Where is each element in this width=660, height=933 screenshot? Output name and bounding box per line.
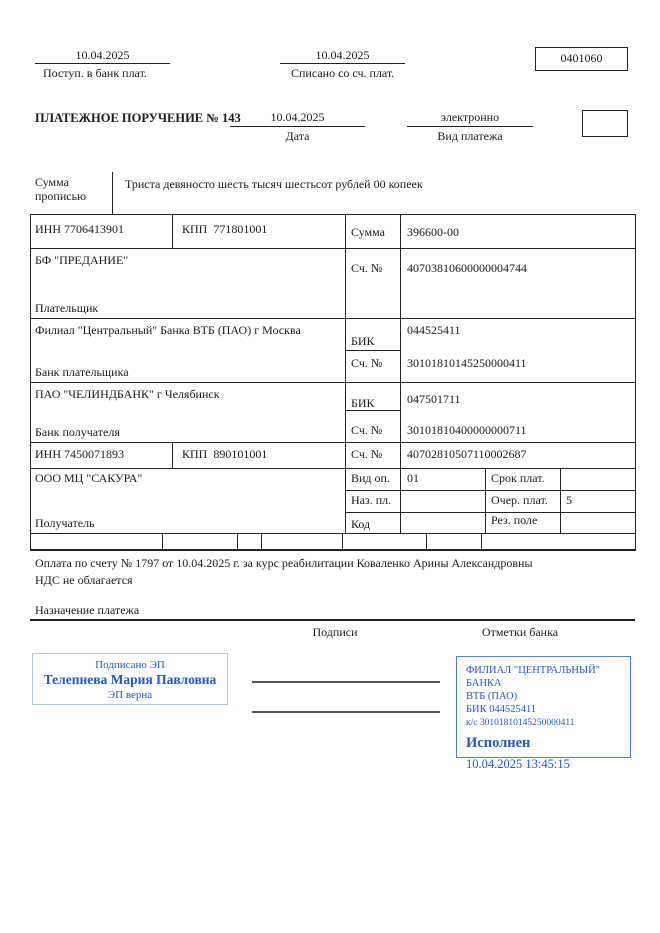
payee-inn: ИНН 7450071893 xyxy=(35,447,124,461)
v-rule xyxy=(481,533,482,550)
document-date: 10.04.2025 xyxy=(270,110,325,124)
bank-marks-label: Отметки банка xyxy=(481,625,559,639)
payee-bank-account-label: Сч. № xyxy=(351,423,383,437)
h-rule xyxy=(30,468,635,469)
h-rule xyxy=(407,126,533,127)
payee-account: 40702810507110002687 xyxy=(407,447,527,461)
amount-words-label: Сумма прописью xyxy=(35,175,87,203)
h-rule xyxy=(230,126,365,127)
debited-date: 10.04.2025 xyxy=(315,48,370,62)
h-rule xyxy=(345,350,400,351)
h-rule xyxy=(345,512,635,513)
date-label: Дата xyxy=(285,129,310,143)
op-kind-value: 01 xyxy=(407,471,419,485)
payee-account-label: Сч. № xyxy=(351,447,383,461)
purpose-line1: Оплата по счету № 1797 от 10.04.2025 г. за курс реабилитации Коваленко Арины Александровны xyxy=(35,556,533,570)
h-rule xyxy=(30,382,635,383)
payer-bank-name: Филиал "Центральный" Банка ВТБ (ПАО) г Москва xyxy=(35,323,301,337)
priority-label: Очер. плат. xyxy=(491,493,548,507)
h-rule xyxy=(30,318,635,319)
h-rule xyxy=(30,442,635,443)
v-rule xyxy=(172,214,173,248)
payer-inn: ИНН 7706413901 xyxy=(35,222,124,236)
v-rule xyxy=(635,214,636,551)
purpose-line2: НДС не облагается xyxy=(35,573,133,587)
payee-label: Получатель xyxy=(35,516,95,530)
payment-kind-value: электронно xyxy=(440,110,500,124)
payee-bank-label: Банк получателя xyxy=(35,425,120,439)
bank-stamp-bik: БИК 044525411 xyxy=(466,704,537,716)
payer-kpp: КПП 771801001 xyxy=(182,222,268,236)
op-kind-label: Вид оп. xyxy=(351,471,390,485)
h-rule xyxy=(30,533,635,534)
v-rule xyxy=(162,533,163,550)
due-label: Срок плат. xyxy=(491,471,545,485)
signature-line xyxy=(252,711,440,713)
v-rule xyxy=(237,533,238,550)
priority-value: 5 xyxy=(566,493,572,507)
v-rule xyxy=(261,533,262,550)
payer-bank-bik-label: БИК xyxy=(351,334,375,348)
signature-line xyxy=(252,681,440,683)
payee-name: ООО МЦ "САКУРА" xyxy=(35,471,143,485)
status-code-box xyxy=(582,110,628,137)
v-rule xyxy=(485,468,486,533)
h-rule xyxy=(35,63,170,64)
signer-name: Телепнева Мария Павловна xyxy=(43,672,217,687)
v-rule xyxy=(112,172,113,214)
signatures-label: Подписи xyxy=(312,625,358,639)
h-rule xyxy=(280,63,405,64)
reserve-label: Рез. поле xyxy=(491,513,538,527)
purpose-label: Назначение платежа xyxy=(35,603,140,617)
v-rule xyxy=(560,468,561,533)
payee-kpp: КПП 890101001 xyxy=(182,447,268,461)
payee-bank-account: 30101810400000000711 xyxy=(407,423,527,437)
signature-stamp xyxy=(32,653,228,705)
purpose-code-label: Наз. пл. xyxy=(351,493,392,507)
h-rule-bottom xyxy=(30,549,636,551)
payer-bank-label: Банк плательщика xyxy=(35,365,129,379)
payer-account-label: Сч. № xyxy=(351,261,383,275)
received-date: 10.04.2025 xyxy=(75,48,130,62)
signed-by-ep-label: Подписано ЭП xyxy=(95,659,165,671)
payment-kind-label: Вид платежа xyxy=(437,129,503,143)
v-rule xyxy=(30,214,31,551)
payer-bank-account-label: Сч. № xyxy=(351,356,383,370)
ep-valid-label: ЭП верна xyxy=(107,689,153,701)
payer-label: Плательщик xyxy=(35,301,99,315)
payer-account: 40703810600000004744 xyxy=(407,261,527,275)
payer-name: БФ "ПРЕДАНИЕ" xyxy=(35,253,129,267)
v-rule xyxy=(345,214,346,533)
v-rule xyxy=(400,214,401,533)
payee-bank-name: ПАО "ЧЕЛИНДБАНК" г Челябинск xyxy=(35,387,220,401)
h-rule xyxy=(30,248,635,249)
h-rule xyxy=(30,619,635,621)
bank-stamp-datetime: 10.04.2025 13:45:15 xyxy=(466,756,570,771)
debited-label: Списано со сч. плат. xyxy=(291,66,395,80)
received-label: Поступ. в банк плат. xyxy=(43,66,147,80)
form-code: 0401060 xyxy=(560,51,603,65)
v-rule xyxy=(172,442,173,468)
bank-stamp-branch-line1: ФИЛИАЛ "ЦЕНТРАЛЬНЫЙ" БАНКА xyxy=(466,665,601,690)
h-rule xyxy=(30,214,635,215)
amount-value: 396600-00 xyxy=(407,225,459,239)
bank-stamp xyxy=(456,656,631,771)
bank-stamp-corr-account: к/с 30101810145250000411 xyxy=(466,717,575,728)
payee-bank-bik: 047501711 xyxy=(407,392,461,406)
form-code-box xyxy=(535,47,628,71)
payer-bank-bik: 044525411 xyxy=(407,323,461,337)
h-rule xyxy=(345,490,635,491)
document-title: ПЛАТЕЖНОЕ ПОРУЧЕНИЕ № 143 xyxy=(35,111,241,125)
v-rule xyxy=(342,533,343,550)
bank-stamp-status: Исполнен xyxy=(466,734,531,751)
code-label: Код xyxy=(351,517,371,531)
v-rule xyxy=(426,533,427,550)
amount-words: Триста девяносто шесть тысяч шестьсот рублей 00 копеек xyxy=(125,177,423,191)
bank-stamp-branch-line2: ВТБ (ПАО) xyxy=(466,691,518,703)
payee-bank-bik-label: БИК xyxy=(351,396,375,410)
amount-label: Сумма xyxy=(351,225,385,239)
payer-bank-account: 30101810145250000411 xyxy=(407,356,527,370)
